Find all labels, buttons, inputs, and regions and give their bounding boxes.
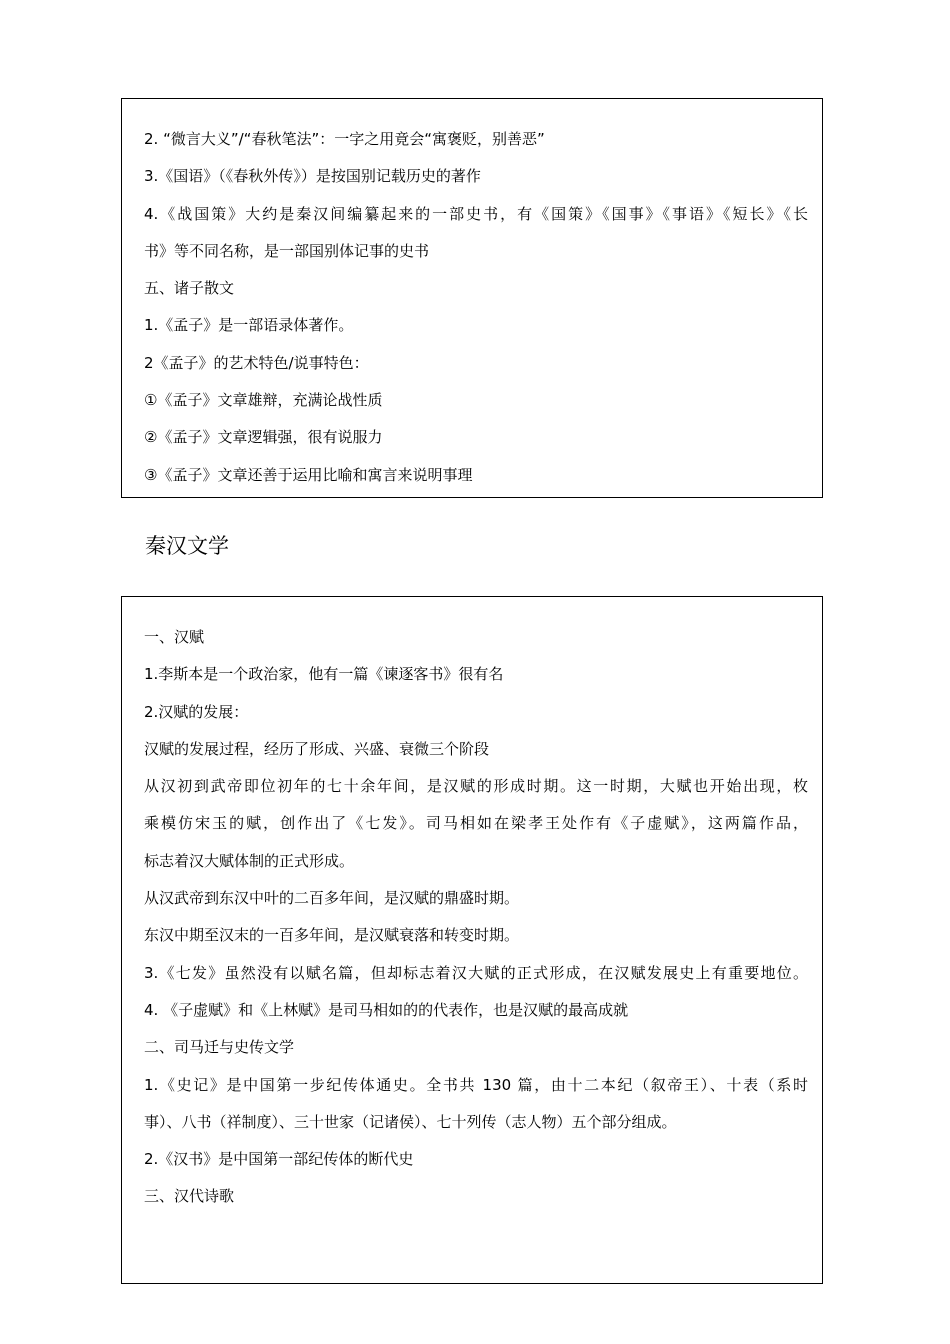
- page-heading: 秦汉文学: [145, 534, 229, 558]
- text-line: 1.《孟子》是一部语录体著作。: [144, 316, 354, 335]
- text-line: 2. “微言大义”/“春秋笔法”：一字之用竟会“寓褒贬，别善恶”: [144, 130, 545, 148]
- text-line: ①《孟子》文章雄辩，充满论战性质: [144, 391, 383, 410]
- text-line: 标志着汉大赋体制的正式形成。: [144, 851, 355, 870]
- section-heading: 三、汉代诗歌: [144, 1187, 235, 1206]
- section-heading: 二、司马迁与史传文学: [144, 1038, 295, 1057]
- text-line: 2.《汉书》是中国第一部纪传体的断代史: [144, 1150, 414, 1169]
- text-line: 3.《国语》（《春秋外传》）是按国别记载历史的著作: [144, 167, 481, 186]
- text-line: ③《孟子》文章还善于运用比喻和寓言来说明事理: [144, 465, 473, 484]
- section-heading: 五、诸子散文: [144, 279, 235, 298]
- text-line: 书》等不同名称，是一部国别体记事的史书: [144, 241, 430, 260]
- text-line: 4.《战国策》大约是秦汉间编纂起来的一部史书，有《国策》《国事》《事语》《短长》《长: [144, 204, 808, 223]
- text-line: 4. 《子虚赋》和《上林赋》是司马相如的的代表作，也是汉赋的最高成就: [144, 1000, 629, 1019]
- text-line: 2.汉赋的发展：: [144, 702, 249, 721]
- text-line: 从汉武帝到东汉中叶的二百多年间，是汉赋的鼎盛时期。: [144, 889, 520, 908]
- text-line: 东汉中期至汉末的一百多年间，是汉赋衰落和转变时期。: [144, 926, 520, 945]
- text-line: 从汉初到武帝即位初年的七十余年间，是汉赋的形成时期。这一时期，大赋也开始出现，枚: [144, 777, 808, 796]
- text-line: 汉赋的发展过程，经历了形成、兴盛、衰微三个阶段: [144, 739, 490, 758]
- content-box-pre-qin: [121, 98, 823, 498]
- content-box-qin-han: [121, 596, 823, 1284]
- text-line: 事）、八书（祥制度）、三十世家（记诸侯）、七十列传（志人物）五个部分组成。: [144, 1112, 677, 1131]
- section-heading: 一、汉赋: [144, 628, 205, 646]
- text-line: 1.李斯本是一个政治家，他有一篇《谏逐客书》很有名: [144, 665, 504, 684]
- text-line: 乘模仿宋玉的赋，创作出了《七发》。司马相如在梁孝王处作有《子虚赋》，这两篇作品，: [144, 814, 808, 833]
- text-line: 3.《七发》虽然没有以赋名篇，但却标志着汉大赋的正式形成，在汉赋发展史上有重要地位。: [144, 963, 808, 982]
- pre-qin-text: [144, 121, 808, 494]
- text-line: 2《孟子》的艺术特色/说事特色：: [144, 353, 369, 372]
- qin-han-text: [144, 619, 808, 1216]
- text-line: ②《孟子》文章逻辑强，很有说服力: [144, 428, 383, 447]
- text-line: 1.《史记》是中国第一步纪传体通史。全书共 130 篇，由十二本纪（叙帝王）、十表（系时: [144, 1075, 808, 1094]
